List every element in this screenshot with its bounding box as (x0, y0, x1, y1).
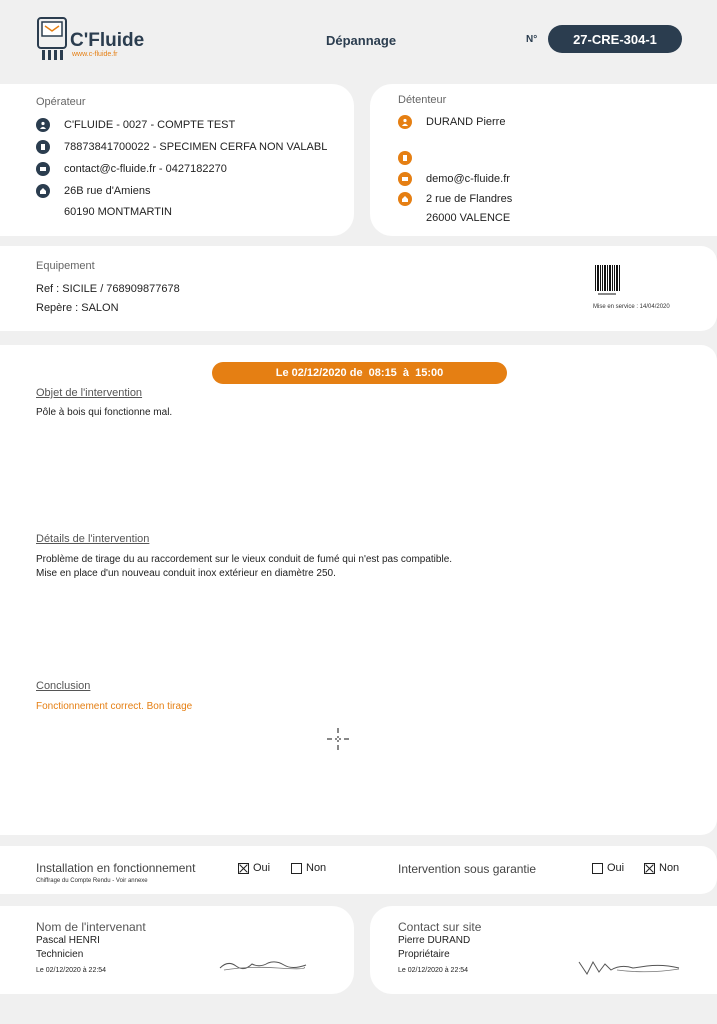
operator-address-line2: 60190 MONTMARTIN (64, 206, 172, 218)
logo-text: C'Fluide (70, 30, 145, 51)
details-title: Détails de l'intervention (36, 533, 150, 545)
warranty-label: Intervention sous garantie (398, 862, 537, 876)
warranty-non-label: Non (659, 862, 680, 874)
install-label: Installation en fonctionnement (36, 861, 196, 875)
equipment-title: Equipement (36, 260, 95, 272)
holder-card (370, 84, 717, 236)
install-oui-label: Oui (253, 862, 271, 874)
warranty-non-checkbox[interactable] (644, 863, 655, 874)
install-non-option[interactable] (291, 862, 326, 874)
operator-card (0, 84, 354, 236)
building-icon (398, 151, 412, 165)
operator-contact: contact@c-fluide.fr - 0427182270 (64, 163, 227, 175)
date-bar-text: Le 02/12/2020 de 08:15 à 15:00 (275, 367, 444, 379)
doc-type-title: Dépannage (326, 33, 397, 48)
intervention-card (0, 345, 717, 835)
equipment-service-date: Mise en service : 14/04/2020 (593, 304, 670, 310)
client-title: Contact sur site (398, 920, 482, 934)
holder-address-line2: 26000 VALENCE (426, 212, 511, 224)
operator-siret: 78873841700022 - SPECIMEN CERFA NON VALABL (64, 141, 328, 153)
install-non-checkbox[interactable] (291, 863, 302, 874)
install-oui-option[interactable] (238, 862, 270, 874)
equipment-location: Repère : SALON (36, 302, 119, 314)
mail-icon (36, 162, 50, 176)
holder-address-line1: 2 rue de Flandres (426, 193, 513, 205)
operator-address-line1: 26B rue d'Amiens (64, 185, 151, 197)
install-oui-checkbox[interactable] (238, 863, 249, 874)
mail-icon (398, 172, 412, 186)
object-title: Objet de l'intervention (36, 387, 143, 399)
client-name: Pierre DURAND (398, 935, 471, 946)
number-value: 27-CRE-304-1 (573, 31, 657, 47)
operator-title: Opérateur (36, 96, 86, 108)
equipment-card (0, 246, 717, 331)
warranty-oui-option[interactable] (592, 862, 624, 874)
logo-url: www.c-fluide.fr (72, 51, 118, 58)
client-signature-card (370, 906, 717, 994)
install-sub: Chiffrage du Compte Rendu - Voir annexe (36, 878, 148, 884)
conclusion-title: Conclusion (36, 680, 91, 692)
warranty-non-option[interactable] (644, 862, 679, 874)
object-text: Pôle à bois qui fonctionne mal. (36, 407, 173, 418)
user-icon (36, 118, 50, 132)
tech-date: Le 02/12/2020 à 22:54 (36, 967, 107, 974)
holder-email: demo@c-fluide.fr (426, 173, 510, 185)
number-label: N° (526, 34, 538, 45)
equipment-ref: Ref : SICILE / 768909877678 (36, 283, 180, 295)
client-role: Propriétaire (398, 949, 450, 960)
home-icon (36, 184, 50, 198)
status-card (0, 846, 717, 894)
technician-signature (218, 956, 308, 976)
warranty-oui-checkbox[interactable] (592, 863, 603, 874)
install-non-label: Non (306, 862, 327, 874)
barcode-icon (594, 265, 624, 297)
client-date: Le 02/12/2020 à 22:54 (398, 967, 469, 974)
technician-signature-card (0, 906, 354, 994)
holder-title: Détenteur (398, 94, 447, 106)
details-line1: Problème de tirage du au raccordement sur le vieux conduit de fumé qui n'est pas compatible. (36, 554, 453, 565)
header (0, 0, 717, 80)
home-icon (398, 192, 412, 206)
building-icon (36, 140, 50, 154)
tech-name: Pascal HENRI (36, 935, 100, 946)
tech-role: Technicien (36, 949, 84, 960)
number-badge (548, 25, 682, 53)
holder-name: DURAND Pierre (426, 116, 506, 128)
conclusion-text: Fonctionnement correct. Bon tirage (36, 701, 193, 712)
logo (36, 16, 156, 62)
tech-title: Nom de l'intervenant (36, 920, 146, 934)
client-signature (577, 956, 681, 978)
warranty-oui-label: Oui (607, 862, 625, 874)
date-bar (212, 362, 507, 384)
operator-name: C'FLUIDE - 0027 - COMPTE TEST (64, 119, 236, 131)
logo-icon (36, 16, 68, 62)
user-icon (398, 115, 412, 129)
crosshair-cursor-icon (327, 728, 349, 750)
details-line2: Mise en place d'un nouveau conduit inox extérieur en diamètre 250. (36, 568, 336, 579)
